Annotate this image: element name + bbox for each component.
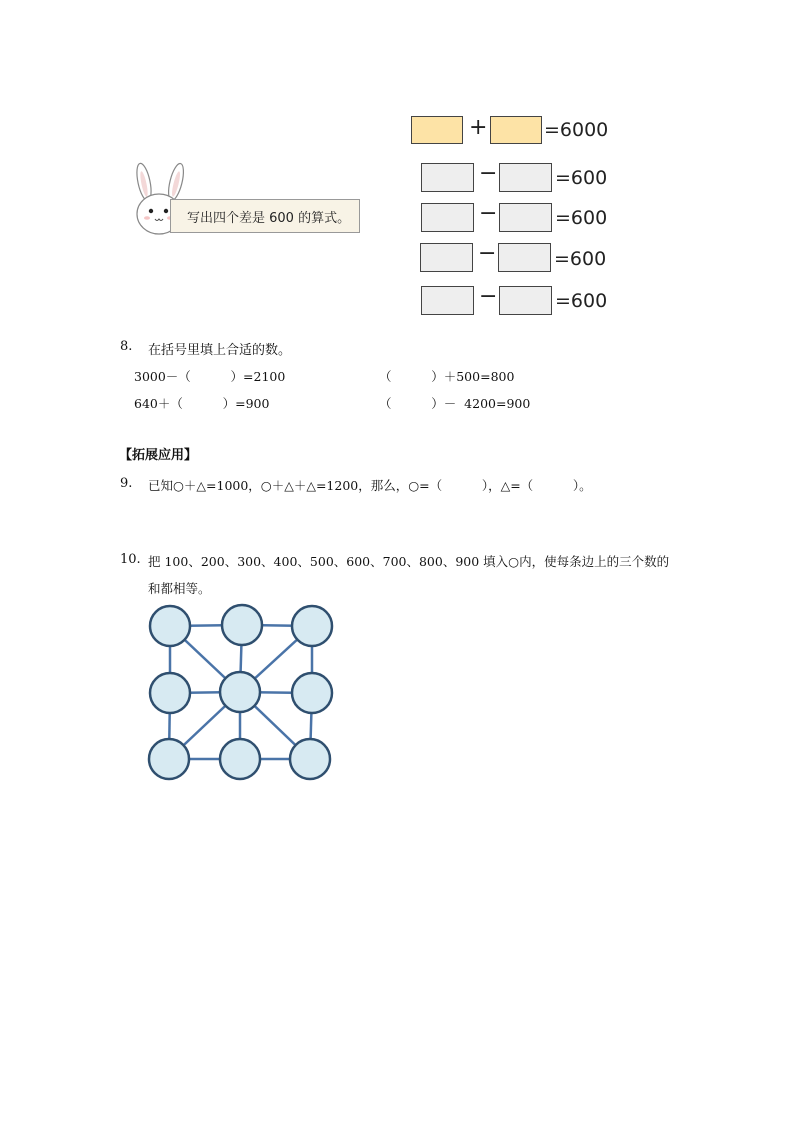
number-circle[interactable] — [150, 673, 190, 713]
answer-box[interactable] — [421, 163, 474, 192]
equation-result: =600 — [555, 290, 608, 312]
minus-operator: − — [478, 241, 497, 266]
equation-result: =600 — [555, 207, 608, 229]
number-circle[interactable] — [220, 739, 260, 779]
question-number: 9. — [120, 476, 133, 491]
section-heading: 【拓展应用】 — [119, 448, 198, 463]
minus-operator: − — [479, 161, 498, 186]
number-circle[interactable] — [292, 606, 332, 646]
answer-box[interactable] — [499, 163, 552, 192]
answer-box[interactable] — [498, 243, 551, 272]
answer-box[interactable] — [490, 116, 542, 144]
fill-blank-item: （ ）－ 4200=900 — [379, 396, 531, 411]
minus-operator: − — [479, 201, 498, 226]
equation-result: =6000 — [544, 119, 609, 141]
answer-box[interactable] — [420, 243, 473, 272]
fill-blank-item: 640＋（ ）=900 — [134, 396, 270, 411]
plus-operator: + — [469, 115, 488, 140]
number-circle[interactable] — [222, 605, 262, 645]
minus-operator: − — [479, 284, 498, 309]
number-circle[interactable] — [149, 739, 189, 779]
question-title: 在括号里填上合适的数。 — [148, 343, 292, 358]
question-number: 8. — [120, 339, 133, 354]
question-text-continued: 和都相等。 — [148, 581, 211, 596]
answer-box[interactable] — [499, 286, 552, 315]
number-circle[interactable] — [150, 606, 190, 646]
fill-blank-item: （ ）＋500=800 — [379, 369, 515, 384]
answer-box[interactable] — [421, 286, 474, 315]
number-circle[interactable] — [292, 673, 332, 713]
answer-box[interactable] — [411, 116, 463, 144]
number-circle[interactable] — [220, 672, 260, 712]
question-text: 已知○＋△=1000，○＋△＋△=1200，那么，○=（ ），△=（ ）。 — [148, 478, 592, 493]
equation-result: =600 — [555, 167, 608, 189]
answer-box[interactable] — [499, 203, 552, 232]
number-circle-diagram — [140, 598, 340, 788]
rabbit-speech-bubble: 写出四个差是 600 的算式。 — [170, 199, 360, 233]
fill-blank-item: 3000－（ ）=2100 — [134, 369, 286, 384]
equation-result: =600 — [554, 248, 607, 270]
number-circle[interactable] — [290, 739, 330, 779]
question-number: 10. — [120, 552, 141, 567]
question-text: 把 100、200、300、400、500、600、700、800、900 填入○内，使每条边上的三个数的 — [148, 554, 670, 569]
answer-box[interactable] — [421, 203, 474, 232]
